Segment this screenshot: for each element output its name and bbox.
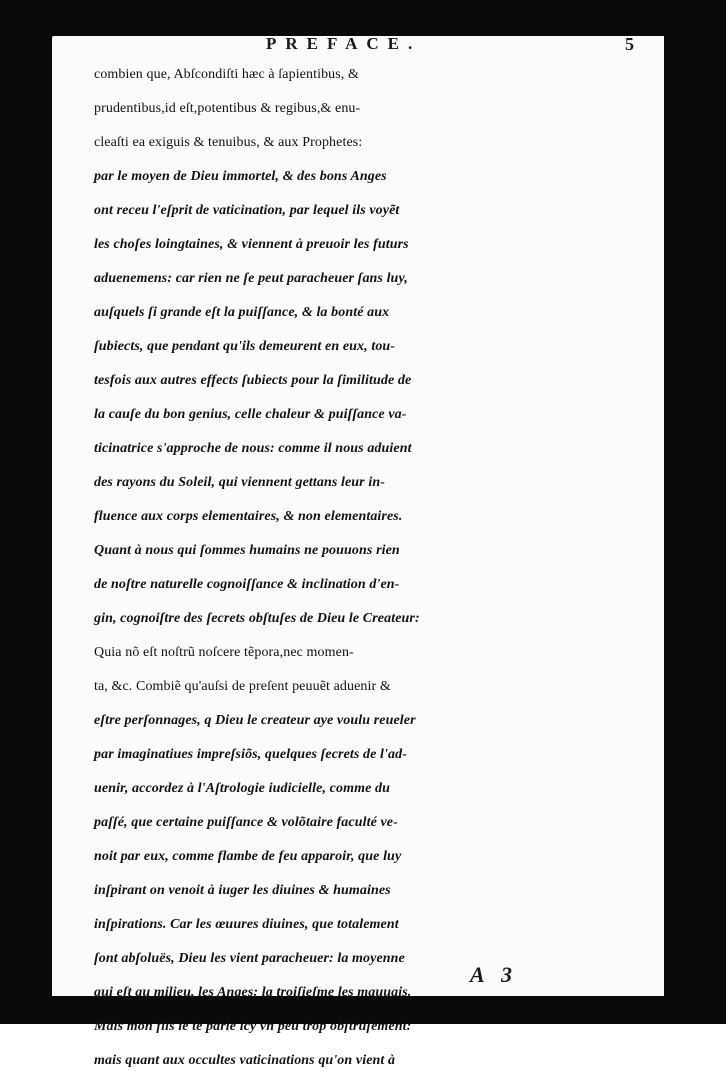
- text-line: de noſtre naturelle cognoiſſance & inclination d'en-: [94, 577, 400, 592]
- text-line: ticinatrice s'approche de nous: comme il nous aduient: [94, 441, 412, 456]
- text-line: eſtre perſonnages, q Dieu le createur aye voulu reueler: [94, 713, 416, 728]
- text-line: ſubiects, que pendant qu'ils demeurent en eux, tou-: [94, 339, 396, 354]
- text-line: auſquels ſi grande eſt la puiſſance, & la bonté aux: [94, 305, 390, 320]
- running-head: PREFACE.: [266, 34, 422, 53]
- text-line: inſpirations. Car les œuures diuines, que totalement: [94, 917, 399, 932]
- text-line: Quia nõ eſt noſtrũ noſcere tẽpora,nec momen-: [94, 645, 354, 660]
- text-line: mais quant aux occultes vaticinations qu'on vient à: [94, 1053, 396, 1068]
- text-line: ta, &c. Combiẽ qu'auſsi de preſent peuuẽt aduenir &: [94, 679, 391, 694]
- scan-border-left: [0, 0, 52, 1024]
- signature-mark: A 3: [470, 962, 518, 987]
- text-line: par le moyen de Dieu immortel, & des bons Anges: [94, 169, 387, 184]
- text-line: des rayons du Soleil, qui viennent gettans leur in-: [94, 475, 385, 490]
- text-line: les choſes loingtaines, & viennent à preuoir les futurs: [94, 237, 409, 252]
- text-line: tesfois aux autres effects ſubiects pour la ſimilitude de: [94, 373, 412, 388]
- text-line: prudentibus,id eſt,potentibus & regibus,& enu-: [94, 101, 361, 116]
- text-line: la cauſe du bon genius, celle chaleur & puiſſance va-: [94, 407, 407, 422]
- text-line: ſont abſoluës, Dieu les vient paracheuer: la moyenne: [94, 951, 405, 966]
- text-line: Mais mon fils ie te parle icy vn peu trop obſtruſement:: [94, 1019, 412, 1034]
- page-footer: [470, 962, 630, 988]
- text-line: combien que, Abſcondiſti hæc à ſapientibus, &: [94, 67, 360, 82]
- text-line: par imaginatiues impreſsiõs, quelques ſecrets de l'ad-: [94, 747, 408, 762]
- text-line: aduenemens: car rien ne ſe peut paracheuer ſans luy,: [94, 271, 408, 286]
- text-line: cleaſti ea exiguis & tenuibus, & aux Prophetes:: [94, 135, 363, 150]
- page-number: 5: [625, 34, 634, 54]
- text-line: paſſé, que certaine puiſſance & volõtaire faculté ve-: [94, 815, 398, 830]
- text-line: gin, cognoiſtre des ſecrets obſtuſes de Dieu le Createur:: [94, 611, 420, 626]
- text-line: inſpirant on venoit à iuger les diuines & humaines: [94, 883, 391, 898]
- text-line: noit par eux, comme flambe de feu apparoir, que luy: [94, 849, 402, 864]
- text-line: Quant à nous qui ſommes humains ne pouuons rien: [94, 543, 400, 558]
- page-header: [92, 34, 642, 56]
- text-line: qui eſt au milieu, les Anges: la troiſieſme les mauuais.: [94, 985, 412, 1000]
- text-line: uenir, accordez à l'Aſtrologie iudicielle, comme du: [94, 781, 390, 796]
- body-text: [94, 58, 654, 1078]
- text-line: ont receu l'eſprit de vaticination, par lequel ils voyẽt: [94, 203, 400, 218]
- text-line: fluence aux corps elementaires, & non elementaires.: [94, 509, 403, 524]
- scan-border-right: [664, 0, 726, 1024]
